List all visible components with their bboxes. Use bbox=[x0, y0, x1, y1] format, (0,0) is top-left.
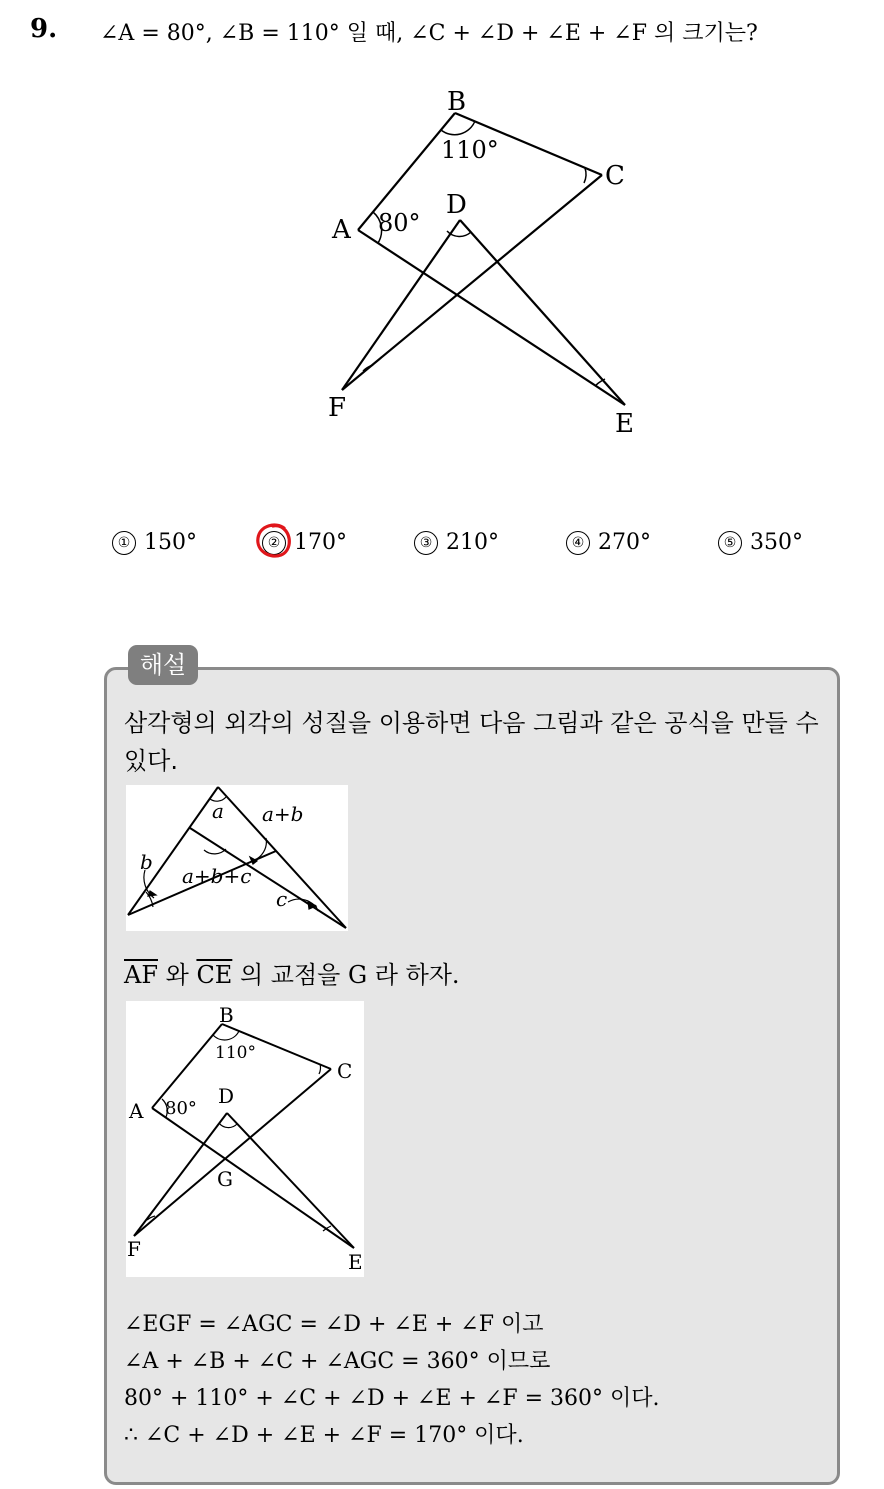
choice-3-value: 210° bbox=[446, 530, 499, 555]
fig2-angle-a: 80° bbox=[165, 1098, 197, 1119]
choice-2-value: 170° bbox=[294, 530, 347, 555]
choice-4[interactable] bbox=[566, 530, 651, 555]
segment-ce-label: $\overline{CE}$ bbox=[196, 961, 233, 989]
para2-rest: 의 교점을 G 라 하자. bbox=[232, 961, 460, 989]
fig2-label-f: F bbox=[127, 1237, 141, 1261]
fig2-label-g: G bbox=[217, 1167, 233, 1191]
answer-mark-icon bbox=[254, 521, 294, 561]
para2-mid: 와 bbox=[157, 961, 197, 989]
fig2-label-a: A bbox=[129, 1099, 144, 1123]
choice-5[interactable] bbox=[718, 530, 803, 555]
label-f: F bbox=[328, 393, 347, 423]
choice-3-number: ③ bbox=[414, 531, 438, 555]
segment-af-label: $\overline{AF}$ bbox=[124, 961, 158, 989]
label-e: E bbox=[615, 409, 634, 439]
label-c: C bbox=[605, 161, 625, 191]
equation-3: 80° + 110° + ∠C + ∠D + ∠E + ∠F = 360° 이다. bbox=[124, 1386, 660, 1411]
choice-4-number: ④ bbox=[566, 531, 590, 555]
formula-label-c: c bbox=[276, 887, 288, 911]
equation-1: ∠EGF = ∠AGC = ∠D + ∠E + ∠F 이고 bbox=[124, 1312, 544, 1337]
choice-1-number: ① bbox=[112, 531, 136, 555]
segment-fd bbox=[342, 220, 460, 390]
angle-b-value: 110° bbox=[441, 136, 499, 164]
formula-label-b: b bbox=[140, 850, 153, 874]
solution-equations bbox=[124, 1306, 660, 1454]
solution-tag: 해설 bbox=[128, 645, 198, 685]
formula-figure bbox=[126, 785, 348, 931]
fig2-label-b: B bbox=[219, 1003, 234, 1027]
choice-4-value: 270° bbox=[598, 530, 651, 555]
segment-cf bbox=[342, 175, 602, 390]
choice-1-value: 150° bbox=[144, 530, 197, 555]
equation-4: ∴ ∠C + ∠D + ∠E + ∠F = 170° 이다. bbox=[124, 1423, 524, 1448]
choice-2-number: ② bbox=[262, 531, 286, 555]
solution-paragraph-2 bbox=[124, 958, 460, 992]
choice-3[interactable] bbox=[414, 530, 499, 555]
question-text: ∠A = 80°, ∠B = 110° 일 때, ∠C + ∠D + ∠E + ∠F 의 크기는? bbox=[100, 21, 758, 46]
fig2-label-c: C bbox=[337, 1059, 353, 1083]
choice-5-number: ⑤ bbox=[718, 531, 742, 555]
label-b: B bbox=[447, 87, 467, 117]
formula-label-a-plus-b: a+b bbox=[262, 802, 304, 826]
fig2-label-d: D bbox=[218, 1084, 235, 1108]
angle-a-value: 80° bbox=[378, 209, 421, 237]
choice-5-value: 350° bbox=[750, 530, 803, 555]
main-figure bbox=[300, 80, 660, 450]
choice-1[interactable] bbox=[112, 530, 197, 555]
answer-choices bbox=[0, 530, 884, 566]
solution-figure-g bbox=[126, 1001, 364, 1277]
equation-2: ∠A + ∠B + ∠C + ∠AGC = 360° 이므로 bbox=[124, 1349, 551, 1374]
label-a: A bbox=[332, 215, 351, 245]
fig2-angle-b: 110° bbox=[215, 1043, 256, 1063]
fig2-label-e: E bbox=[348, 1250, 363, 1274]
solution-paragraph-1: 삼각형의 외각의 성질을 이용하면 다음 그림과 같은 공식을 만들 수 있다. bbox=[124, 709, 819, 775]
formula-label-a: a bbox=[212, 799, 224, 823]
question-number: 9. bbox=[30, 14, 58, 44]
formula-label-a-plus-b-plus-c: a+b+c bbox=[182, 864, 252, 888]
label-d: D bbox=[446, 190, 467, 220]
